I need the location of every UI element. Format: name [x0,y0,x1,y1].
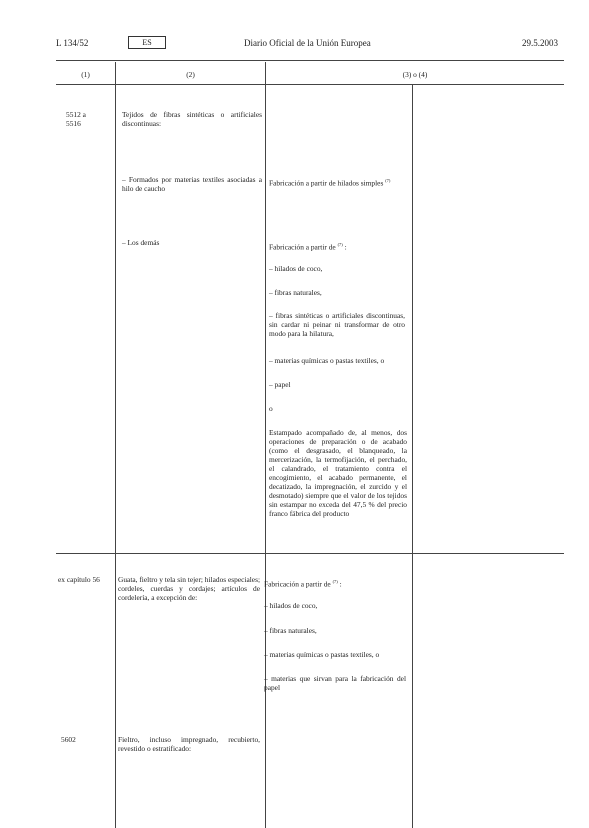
heading-code: 5602 [61,735,76,744]
page-ref: L 134/52 [56,38,89,48]
list-item: – fibras naturales, [269,288,322,297]
printing-rule: Estampado acompañado de, al menos, dos operaciones de preparación o de acabado (como el desgrasado, el blanqueado, la mercerización, la termofijación, el perchado, el calandrado, el tratamiento contra el encogimiento, el acabado permanente, el decatizado, la impregnación, el zurcido y el desmotado) siempre que el valor de los tejidos sin estampar no exceda del 47,5 % del precio franco fábrica del producto [269,428,407,518]
rule-text: Fabricación a partir de hilados simples $^{(7)}$ [269,178,391,188]
rule-text: Fabricación a partir de $^{(7)}$ : [264,579,342,589]
language-badge: ES [128,36,166,49]
column-header-1: (1) [81,70,90,79]
rule-text: Fabricación a partir de $^{(7)}$ : [269,242,347,252]
column-divider-2 [265,62,266,828]
product-description: Guata, fieltro y tela sin tejer; hilados especiales; cordeles, cuerdas y cordajes; artículos de cordelería, a excepción de: [118,575,261,602]
conjunction: o [269,404,273,413]
sub-description-other: – Los demás [122,238,160,247]
list-item: – materias químicas o pastas textiles, o [264,650,380,659]
sub-description-rubber: – Formados por materias textiles asociadas a hilo de caucho [122,175,262,193]
list-item: – hilados de coco, [264,601,318,610]
list-item: – fibras sintéticas o artificiales discontinuas, sin cardar ni peinar ni transformar de otro modo para la hilatura, [269,311,405,338]
row-separator [56,553,564,554]
column-divider-3 [412,85,413,828]
list-item: – materias químicas o pastas textiles, o [269,356,385,365]
header-bottom-rule [56,84,564,85]
list-item: – fibras naturales, [264,626,317,635]
journal-title: Diario Oficial de la Unión Europea [244,38,371,48]
column-header-3-4: (3) o (4) [402,70,428,79]
product-description: Fieltro, incluso impregnado, recubierto, revestido o estratificado: [118,735,260,753]
product-description: Tejidos de fibras sintéticas o artificiales discontinuas: [122,110,262,128]
heading-code: 5512 a 5516 [66,110,86,128]
list-item: – hilados de coco, [269,264,323,273]
publication-date: 29.5.2003 [522,38,558,48]
column-header-2: (2) [186,70,195,79]
column-divider-1 [115,62,116,828]
list-item: – materias que sirvan para la fabricación del papel [264,674,406,692]
table-top-rule [56,60,564,61]
heading-code: ex capítulo 56 [58,575,100,584]
list-item: – papel [269,380,291,389]
